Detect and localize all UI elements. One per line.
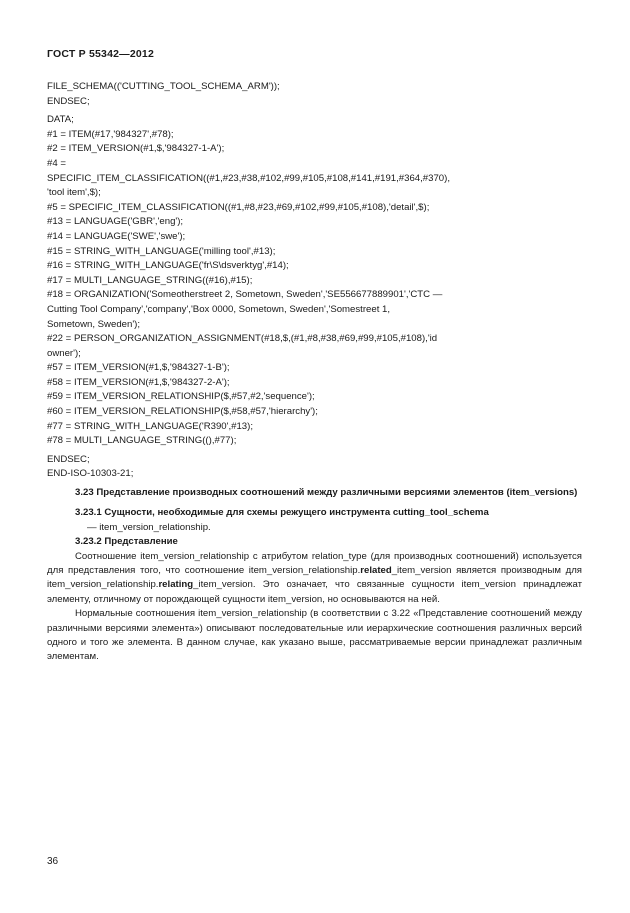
code-line: #77 = STRING_WITH_LANGUAGE('R390',#13); [47, 420, 254, 432]
code-line: ENDSEC; [47, 95, 90, 107]
code-line: Sometown, Sweden'); [47, 318, 141, 330]
code-group-data [47, 113, 577, 449]
code-line: #17 = MULTI_LANGUAGE_STRING((#16),#15); [47, 274, 253, 286]
code-line: #58 = ITEM_VERSION(#1,$,'984327-2-A'); [47, 376, 230, 388]
code-line: 'tool item',$); [47, 187, 101, 199]
code-line: owner'); [47, 347, 81, 359]
para1-text-a: Соотношение item_version_relationship с атрибутом relation_type (для производных соотношений) используется для представления того, что соотношение item_version_relationship. [47, 550, 582, 577]
code-line: #60 = ITEM_VERSION_RELATIONSHIP($,#58,#57,'hierarchy'); [47, 406, 318, 418]
section-3-23 [47, 486, 582, 665]
code-line: END-ISO-10303-21; [47, 468, 134, 480]
para1-text-c: _item_version является производным для item_version_relationship. [47, 565, 582, 591]
code-line: FILE_SCHEMA(('CUTTING_TOOL_SCHEMA_ARM')); [47, 81, 280, 92]
code-line: #13 = LANGUAGE('GBR','eng'); [47, 216, 184, 228]
code-line: #2 = ITEM_VERSION(#1,$,'984327-1-A'); [47, 143, 225, 155]
code-line: #22 = PERSON_ORGANIZATION_ASSIGNMENT(#18,$,(#1,#8,#38,#69,#99,#105,#108),'id [47, 333, 438, 345]
code-line: SPECIFIC_ITEM_CLASSIFICATION((#1,#23,#38,#102,#99,#105,#108,#141,#191,#364,#370), [47, 172, 451, 184]
code-line: #18 = ORGANIZATION('Someotherstreet 2, Sometown, Sweden','SE556677889901','CTC — [47, 289, 443, 301]
subsection-title-3-23-1: 3.23.1 Сущности, необходимые для схемы режущего инструмента cutting_tool_schema [75, 507, 489, 519]
code-line: #59 = ITEM_VERSION_RELATIONSHIP($,#57,#2,'sequence'); [47, 391, 315, 403]
code-line: #78 = MULTI_LANGUAGE_STRING((),#77); [47, 435, 237, 447]
document-header: ГОСТ Р 55342—2012 [47, 48, 155, 60]
paragraph-2: Нормальные соотношения item_version_relationship (в соответствии с 3.22 «Представление соотношений между различными версиями элемента») описывают последовательные или иерархические соотношения различных версий одного и того же элемента. В данном случае, как указано выше, рассматриваемые версии принадлежат различным элементам. [47, 608, 582, 663]
subsection-title-3-23-2: 3.23.2 Представление [75, 536, 178, 548]
paragraph-1 [47, 550, 582, 608]
code-line: #15 = STRING_WITH_LANGUAGE('milling tool',#13); [47, 245, 276, 257]
code-line: Cutting Tool Company','company','Box 0000, Sometown, Sweden','Somestreet 1, [47, 303, 391, 315]
entity-list-item: — item_version_relationship. [87, 521, 211, 533]
code-line: #1 = ITEM(#17,'984327',#78); [47, 128, 174, 140]
para1-bold-related: related [360, 565, 392, 577]
code-line: #14 = LANGUAGE('SWE','swe'); [47, 230, 186, 242]
code-group-schema [47, 80, 577, 109]
para1-bold-relating: relating [158, 579, 194, 591]
section-title: 3.23 Представление производных соотношений между различными версиями элементов (item_versions) [75, 487, 578, 498]
para1-text-d: _item_version. Это означает, что связанные сущности item_version принадлежат элементу, отличному от порождающей сущности item_version, но основываются на ней. [47, 579, 582, 605]
code-line: #57 = ITEM_VERSION(#1,$,'984327-1-B'); [47, 362, 230, 374]
page-number: 36 [47, 856, 59, 867]
code-listing [47, 80, 577, 482]
code-line: #4 = [47, 157, 66, 169]
code-line: DATA; [47, 114, 74, 126]
code-line: #16 = STRING_WITH_LANGUAGE('fr\S\dsverktyg',#14); [47, 260, 289, 272]
code-group-end [47, 453, 577, 482]
code-line: #5 = SPECIFIC_ITEM_CLASSIFICATION((#1,#8,#23,#69,#102,#99,#105,#108),'detail',$); [47, 201, 430, 213]
code-line: ENDSEC; [47, 453, 90, 465]
